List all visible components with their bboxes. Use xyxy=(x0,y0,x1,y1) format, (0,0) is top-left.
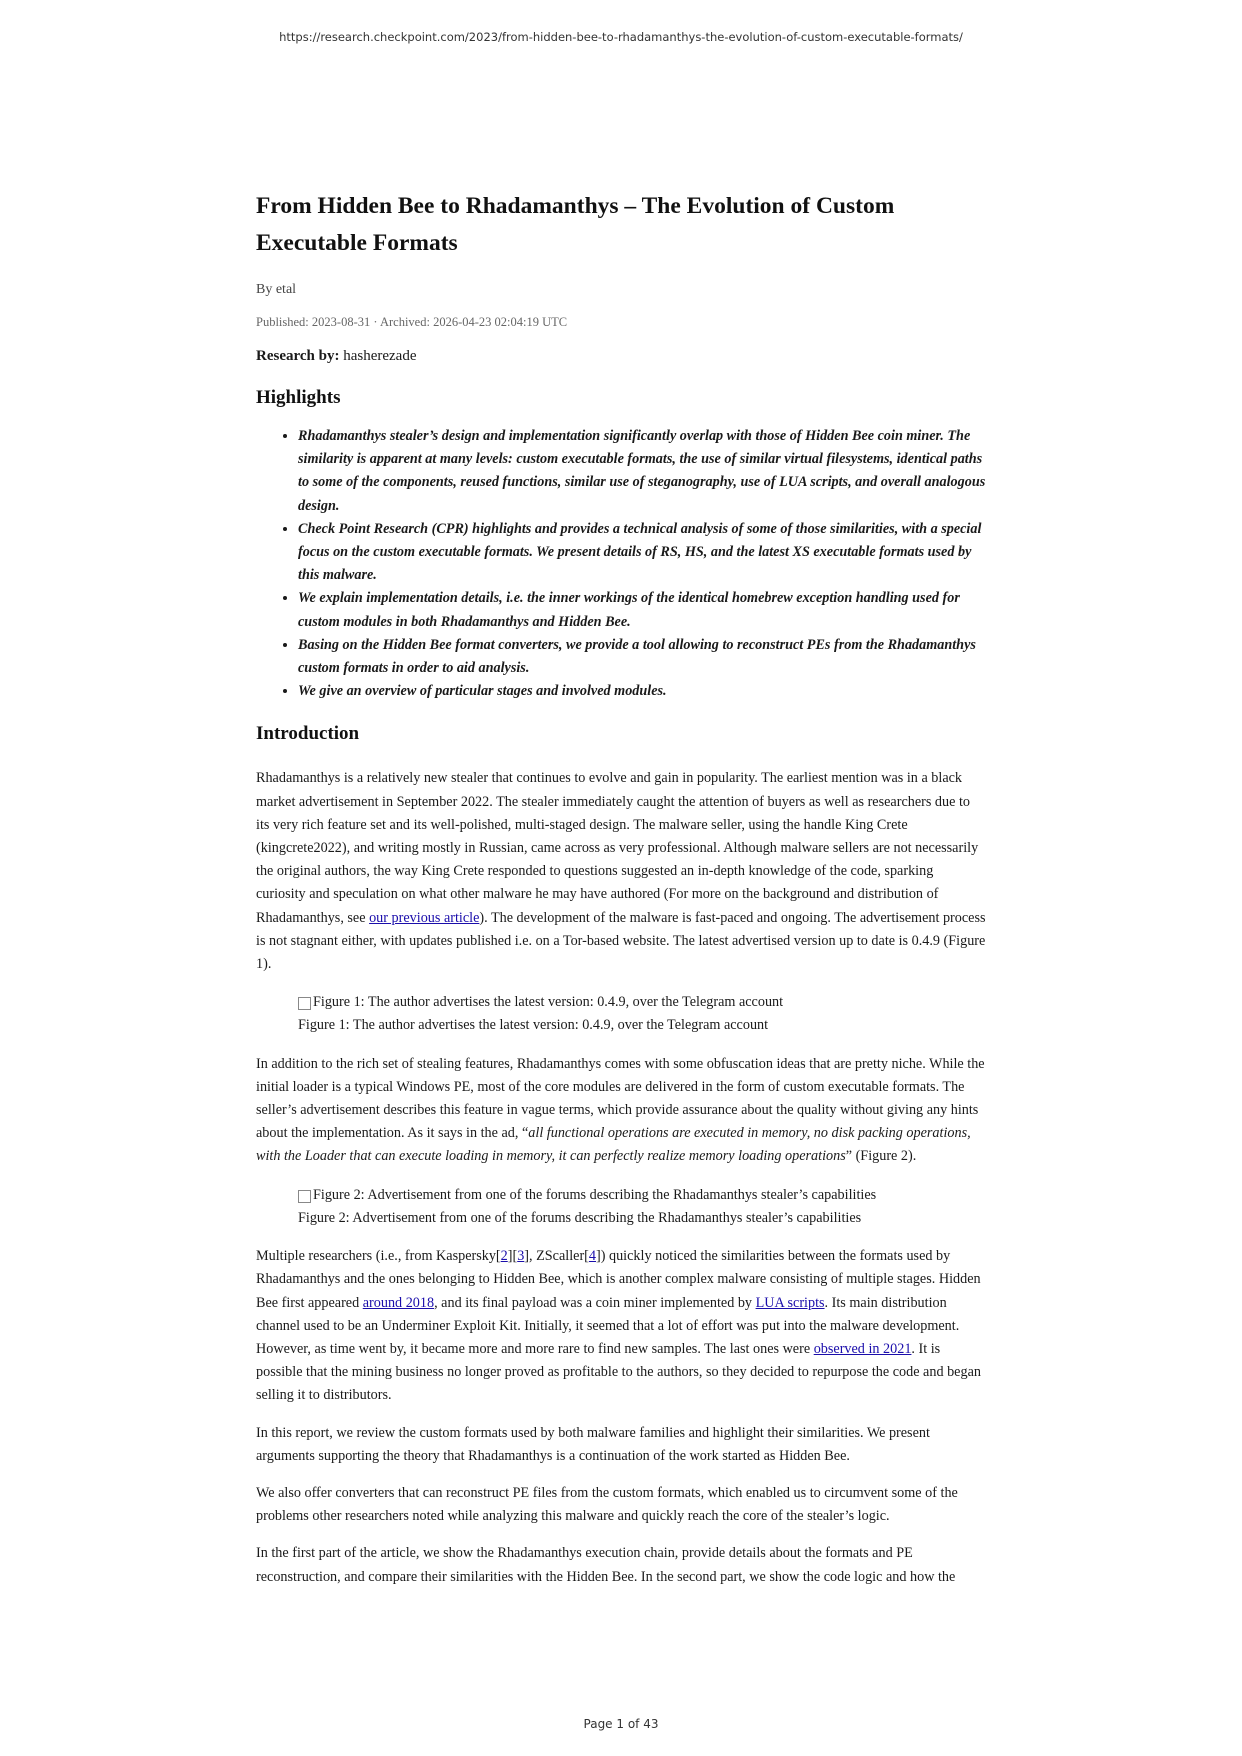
byline: By etal xyxy=(256,282,297,297)
publish-meta: Published: 2023-08-31 · Archived: 2026-04-23 02:04:19 UTC xyxy=(256,315,568,329)
research-by xyxy=(256,348,986,365)
paragraph: Rhadamanthys is a relatively new stealer that continues to evolve and gain in popularity. The earliest mention was in a black market advertisement in September 2022. The stealer immediately caught the attention of buyers as well as researchers due to its very rich feature set and its well-polished, multi-staged design. The malware seller, using the handle King Crete (kingcrete2022), and writing mostly in Russian, came across as very professional. Although malware sellers are not necessarily the original authors, the way King Crete responded to questions suggested an in-depth knowledge of the code, sparking curiosity and speculation on what other malware he may have authored (For more on the background and distribution of Rhadamanthys, see our previous article). The development of the malware is fast-paced and ongoing. The advertisement process is not stagnant either, with updates published i.e. on a Tor-based website. The latest advertised version up to date is 0.4.9 (Figure 1). xyxy=(256,770,986,973)
broken-image-icon xyxy=(298,1190,311,1203)
figure-1 xyxy=(298,991,986,1037)
highlights-list xyxy=(256,425,986,703)
paragraph: We also offer converters that can reconstruct PE files from the custom formats, which enabled us to circumvent some of the problems other researchers noted while analyzing this malware and quickly reach the core of the stealer’s logic. xyxy=(256,1484,958,1525)
page-number: Page 1 of 43 xyxy=(583,1717,659,1731)
paragraph: In the first part of the article, we show the Rhadamanthys execution chain, provide details about the formats and PE reconstruction, and compare their similarities with the Hidden Bee. In the second part, we show the code logic and how the xyxy=(256,1545,956,1585)
introduction-heading: Introduction xyxy=(256,723,360,745)
paragraph: In addition to the rich set of stealing features, Rhadamanthys comes with some obfuscation ideas that are pretty niche. While the initial loader is a typical Windows PE, most of the core modules are delivered in the form of custom executable formats. The seller’s advertisement describes this feature in vague terms, which provide assurance about the quality without giving any hints about the implementation. As it says in the ad, “all functional operations are executed in memory, no disk packing operations, with the Loader that can execute loading in memory, it can perfectly realize memory loading operations” (Figure 2). xyxy=(256,1055,985,1165)
reference-link-3[interactable]: 3 xyxy=(517,1248,525,1265)
figure-2-image xyxy=(298,1184,986,1207)
reference-link-4[interactable]: 4 xyxy=(588,1248,596,1265)
highlight-item: • We give an overview of particular stages and involved modules. xyxy=(298,680,986,703)
around-2018-link[interactable]: around 2018 xyxy=(362,1294,435,1311)
lua-scripts-link[interactable]: LUA scripts xyxy=(755,1294,825,1311)
figure-2 xyxy=(298,1184,986,1230)
highlights-heading: Highlights xyxy=(256,387,341,408)
highlight-item: • We explain implementation details, i.e. the inner workings of the identical homebrew exception handling used for custom modules in both Rhadamanthys and Hidden Bee. xyxy=(298,587,986,633)
observed-in-2021-link[interactable]: observed in 2021 xyxy=(813,1340,912,1357)
research-label: Research by: xyxy=(256,348,340,364)
figure-1-alt-text: Figure 1: The author advertises the latest version: 0.4.9, over the Telegram account xyxy=(313,994,784,1011)
previous-article-link[interactable]: our previous article xyxy=(369,909,480,926)
paragraph: Multiple researchers (i.e., from Kaspersky[2][3], ZScaller[4]) quickly noticed the similarities between the formats used by Rhadamanthys and the ones belonging to Hidden Bee, which is another complex malware consisting of multiple stages. Hidden Bee first appeared around 2018, and its final payload was a coin miner implemented by LUA scripts. Its main distribution channel used to be an Underminer Exploit Kit. Initially, it seemed that a lot of effort was put into the malware development. However, as time went by, it became more and more rare to find new samples. The last ones were observed in 2021. It is possible that the mining business no longer proved as profitable to the authors, so they decided to repurpose the code and began selling it to distributors. xyxy=(256,1248,981,1404)
ad-quote: all functional operations are executed in memory, no disk packing operations, with the Loader that can execute loading in memory, it can perfectly realize memory loading operations xyxy=(256,1125,971,1165)
figure-1-caption: Figure 1: The author advertises the latest version: 0.4.9, over the Telegram account xyxy=(298,1017,769,1034)
highlight-item: • Check Point Research (CPR) highlights and provides a technical analysis of some of those similarities, with a special focus on the custom executable formats. We present details of RS, HS, and the latest XS executable formats used by this malware. xyxy=(298,518,986,588)
research-author: hasherezade xyxy=(343,348,417,364)
broken-image-icon xyxy=(298,997,311,1010)
article xyxy=(256,188,986,1589)
article-title: From Hidden Bee to Rhadamanthys – The Evolution of Custom Executable Formats xyxy=(256,193,895,256)
figure-2-caption: Figure 2: Advertisement from one of the forums describing the Rhadamanthys stealer’s capabilities xyxy=(298,1209,862,1226)
highlight-item: • Basing on the Hidden Bee format converters, we provide a tool allowing to reconstruct PEs from the Rhadamanthys custom formats in order to aid analysis. xyxy=(298,634,986,680)
figure-2-alt-text: Figure 2: Advertisement from one of the forums describing the Rhadamanthys stealer’s capabilities xyxy=(313,1186,877,1203)
highlight-item: • Rhadamanthys stealer’s design and implementation significantly overlap with those of Hidden Bee coin miner. The similarity is apparent at many levels: custom executable formats, the use of similar virtual filesystems, identical paths to some of the components, reused functions, similar use of steganography, use of LUA scripts, and overall analogous design. xyxy=(298,425,986,518)
reference-link-2[interactable]: 2 xyxy=(500,1248,508,1265)
figure-1-image xyxy=(298,991,986,1014)
page-url: https://research.checkpoint.com/2023/from-hidden-bee-to-rhadamanthys-the-evolution-of-custom-executable-formats/ xyxy=(279,30,963,44)
paragraph: In this report, we review the custom formats used by both malware families and highlight their similarities. We present arguments supporting the theory that Rhadamanthys is a continuation of the work started as Hidden Bee. xyxy=(256,1424,930,1464)
